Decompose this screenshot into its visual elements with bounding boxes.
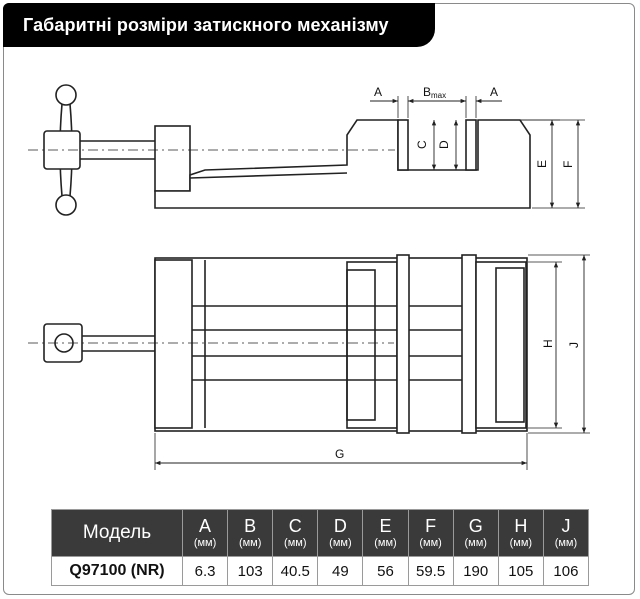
dimensions-table [51, 509, 589, 586]
dim-label-b-max: Bmax [423, 85, 447, 100]
column-header-g: G (мм) [453, 510, 498, 557]
table-row [52, 557, 589, 586]
dim-label-h: H [541, 339, 555, 348]
value-cell-a: 6.3 [183, 557, 228, 586]
column-header-a: A (мм) [183, 510, 228, 557]
table-header-row [52, 510, 589, 557]
column-header-e: E (мм) [363, 510, 408, 557]
value-cell-e: 56 [363, 557, 408, 586]
column-header-c: C (мм) [273, 510, 318, 557]
value-cell-f: 59.5 [408, 557, 453, 586]
value-cell-j: 106 [543, 557, 588, 586]
column-header-b: B (мм) [228, 510, 273, 557]
value-cell-g: 190 [453, 557, 498, 586]
column-header-f: F (мм) [408, 510, 453, 557]
dim-label-a-right: A [490, 85, 499, 99]
column-header-h: H (мм) [498, 510, 543, 557]
value-cell-d: 49 [318, 557, 363, 586]
dim-label-d: D [437, 140, 451, 149]
page-title: Габаритні розміри затискного механізму [23, 15, 389, 35]
dim-label-j: J [567, 342, 581, 348]
dim-label-f: F [561, 160, 575, 168]
model-cell: Q97100 (NR) [52, 557, 183, 586]
side-view [28, 85, 585, 215]
dim-label-g: G [335, 447, 345, 461]
value-cell-c: 40.5 [273, 557, 318, 586]
model-column-header: Модель [52, 510, 183, 557]
value-cell-h: 105 [498, 557, 543, 586]
column-header-j: J (мм) [543, 510, 588, 557]
dim-label-e: E [535, 159, 549, 168]
top-view [28, 255, 590, 470]
column-header-d: D (мм) [318, 510, 363, 557]
dim-label-a-left: A [374, 85, 383, 99]
value-cell-b: 103 [228, 557, 273, 586]
dim-label-c: C [415, 140, 429, 149]
